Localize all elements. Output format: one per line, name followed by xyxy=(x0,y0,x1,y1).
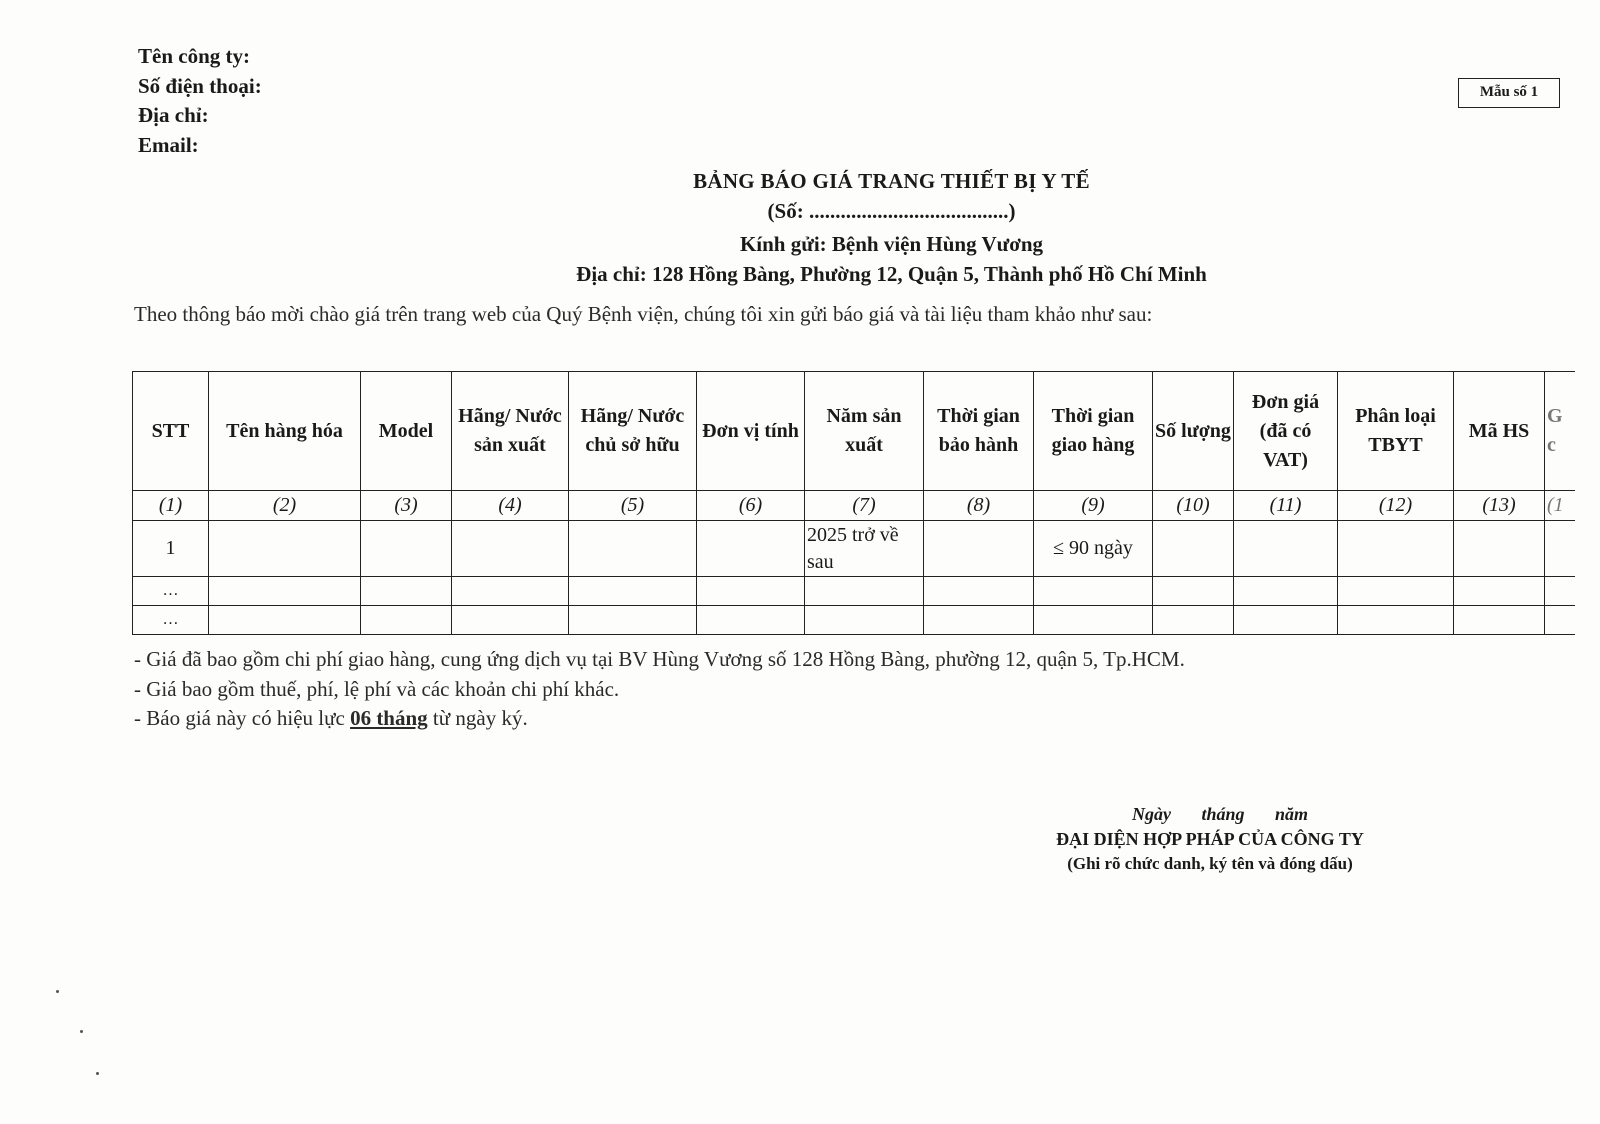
scan-speck xyxy=(96,1072,99,1075)
table-cell xyxy=(361,577,452,606)
column-header: Mã HS xyxy=(1454,372,1545,491)
company-info-block xyxy=(138,42,262,160)
table-cell xyxy=(1545,577,1575,606)
table-cell xyxy=(1234,521,1338,577)
table-cell xyxy=(209,606,361,635)
table-cell xyxy=(697,577,805,606)
scan-speck xyxy=(56,990,59,993)
note-validity-period: 06 tháng xyxy=(350,706,428,730)
quotation-table xyxy=(132,371,1575,635)
table-cell xyxy=(697,521,805,577)
table-cell xyxy=(1153,577,1234,606)
table-cell xyxy=(1234,577,1338,606)
column-index: (5) xyxy=(569,491,697,521)
column-header: Model xyxy=(361,372,452,491)
table-cell xyxy=(1338,521,1454,577)
table-cell xyxy=(1234,606,1338,635)
table-cell xyxy=(569,521,697,577)
table-row xyxy=(133,606,1575,635)
table-header-row xyxy=(133,372,1575,491)
column-index-row xyxy=(133,491,1575,521)
column-header: Thời gian bảo hành xyxy=(924,372,1034,491)
table-cell xyxy=(924,577,1034,606)
table-cell xyxy=(452,521,569,577)
table-cell xyxy=(1545,606,1575,635)
table-cell xyxy=(1153,521,1234,577)
table-cell xyxy=(452,577,569,606)
recipient-line: Kính gửi: Bệnh viện Hùng Vương xyxy=(739,232,1044,256)
table-cell: … xyxy=(133,577,209,606)
table-cell xyxy=(1034,606,1153,635)
column-header: Hãng/ Nước chủ sở hữu xyxy=(569,372,697,491)
column-header-truncated: G c xyxy=(1545,372,1575,491)
table-cell xyxy=(209,521,361,577)
note-validity-prefix: - Báo giá này có hiệu lực xyxy=(134,706,345,730)
column-header: Đơn giá (đã có VAT) xyxy=(1234,372,1338,491)
table-row xyxy=(133,521,1575,577)
company-name-label: Tên công ty: xyxy=(138,44,250,68)
table-cell xyxy=(361,606,452,635)
column-index: (11) xyxy=(1234,491,1338,521)
column-index: (12) xyxy=(1338,491,1454,521)
table-cell xyxy=(1153,606,1234,635)
table-cell xyxy=(361,521,452,577)
column-index: (7) xyxy=(805,491,924,521)
table-cell xyxy=(697,606,805,635)
scan-speck xyxy=(80,1030,83,1033)
document-number: (Số: ......................................) xyxy=(767,199,1016,223)
table-cell xyxy=(209,577,361,606)
company-phone-label: Số điện thoại: xyxy=(138,73,262,98)
note-taxes: - Giá bao gồm thuế, phí, lệ phí và các khoản chi phí khác. xyxy=(134,676,620,701)
table-row xyxy=(133,577,1575,606)
column-header: STT xyxy=(133,372,209,491)
column-index: (8) xyxy=(924,491,1034,521)
table-cell xyxy=(1338,577,1454,606)
table-cell xyxy=(1338,606,1454,635)
column-index: (6) xyxy=(697,491,805,521)
column-header: Thời gian giao hàng xyxy=(1034,372,1153,491)
column-header: Số lượng xyxy=(1153,372,1234,491)
table-cell xyxy=(924,606,1034,635)
column-index: (4) xyxy=(452,491,569,521)
signature-hint: (Ghi rõ chức danh, ký tên và đóng dấu) xyxy=(1067,854,1353,873)
company-address-label: Địa chỉ: xyxy=(138,103,209,127)
table-cell: 1 xyxy=(133,521,209,577)
table-cell xyxy=(1034,577,1153,606)
table-cell: ≤ 90 ngày xyxy=(1034,521,1153,577)
column-header: Năm sản xuất xyxy=(805,372,924,491)
column-index: (2) xyxy=(209,491,361,521)
table-cell xyxy=(805,577,924,606)
column-header: Hãng/ Nước sản xuất xyxy=(452,372,569,491)
note-delivery: - Giá đã bao gồm chi phí giao hàng, cung ứng dịch vụ tại BV Hùng Vương số 128 Hồng Bàng, phường 12, quận 5, Tp.HCM. xyxy=(134,647,1185,671)
column-header: Đơn vị tính xyxy=(697,372,805,491)
column-index: (10) xyxy=(1153,491,1234,521)
table-cell: … xyxy=(133,606,209,635)
note-validity xyxy=(134,704,1185,734)
column-index: (1) xyxy=(133,491,209,521)
intro-paragraph: Theo thông báo mời chào giá trên trang web của Quý Bệnh viện, chúng tôi xin gửi báo giá và tài liệu tham khảo như sau: xyxy=(134,302,1153,326)
note-validity-suffix: từ ngày ký. xyxy=(432,706,528,730)
table-cell xyxy=(452,606,569,635)
signature-representative: ĐẠI DIỆN HỢP PHÁP CỦA CÔNG TY xyxy=(1056,829,1364,849)
column-index: (9) xyxy=(1034,491,1153,521)
column-header: Tên hàng hóa xyxy=(209,372,361,491)
table-cell xyxy=(1454,521,1545,577)
column-header: Phân loại TBYT xyxy=(1338,372,1454,491)
terms-notes xyxy=(134,645,1185,734)
document-title: BẢNG BÁO GIÁ TRANG THIẾT BỊ Y TẾ xyxy=(693,169,1090,193)
signature-date-line: Ngày tháng năm xyxy=(1131,804,1309,824)
table-cell xyxy=(805,606,924,635)
table-cell: 2025 trở về sau xyxy=(805,521,924,577)
table-cell xyxy=(569,577,697,606)
company-email-label: Email: xyxy=(138,132,199,157)
table-cell xyxy=(569,606,697,635)
column-index: (1 xyxy=(1545,491,1575,521)
table-cell xyxy=(1545,521,1575,577)
column-index: (3) xyxy=(361,491,452,521)
form-number-box: Mẫu số 1 xyxy=(1458,78,1560,108)
table-cell xyxy=(1454,577,1545,606)
table-cell xyxy=(1454,606,1545,635)
table-cell xyxy=(924,521,1034,577)
column-index: (13) xyxy=(1454,491,1545,521)
recipient-address: Địa chỉ: 128 Hồng Bàng, Phường 12, Quận 5, Thành phố Hồ Chí Minh xyxy=(576,262,1207,286)
